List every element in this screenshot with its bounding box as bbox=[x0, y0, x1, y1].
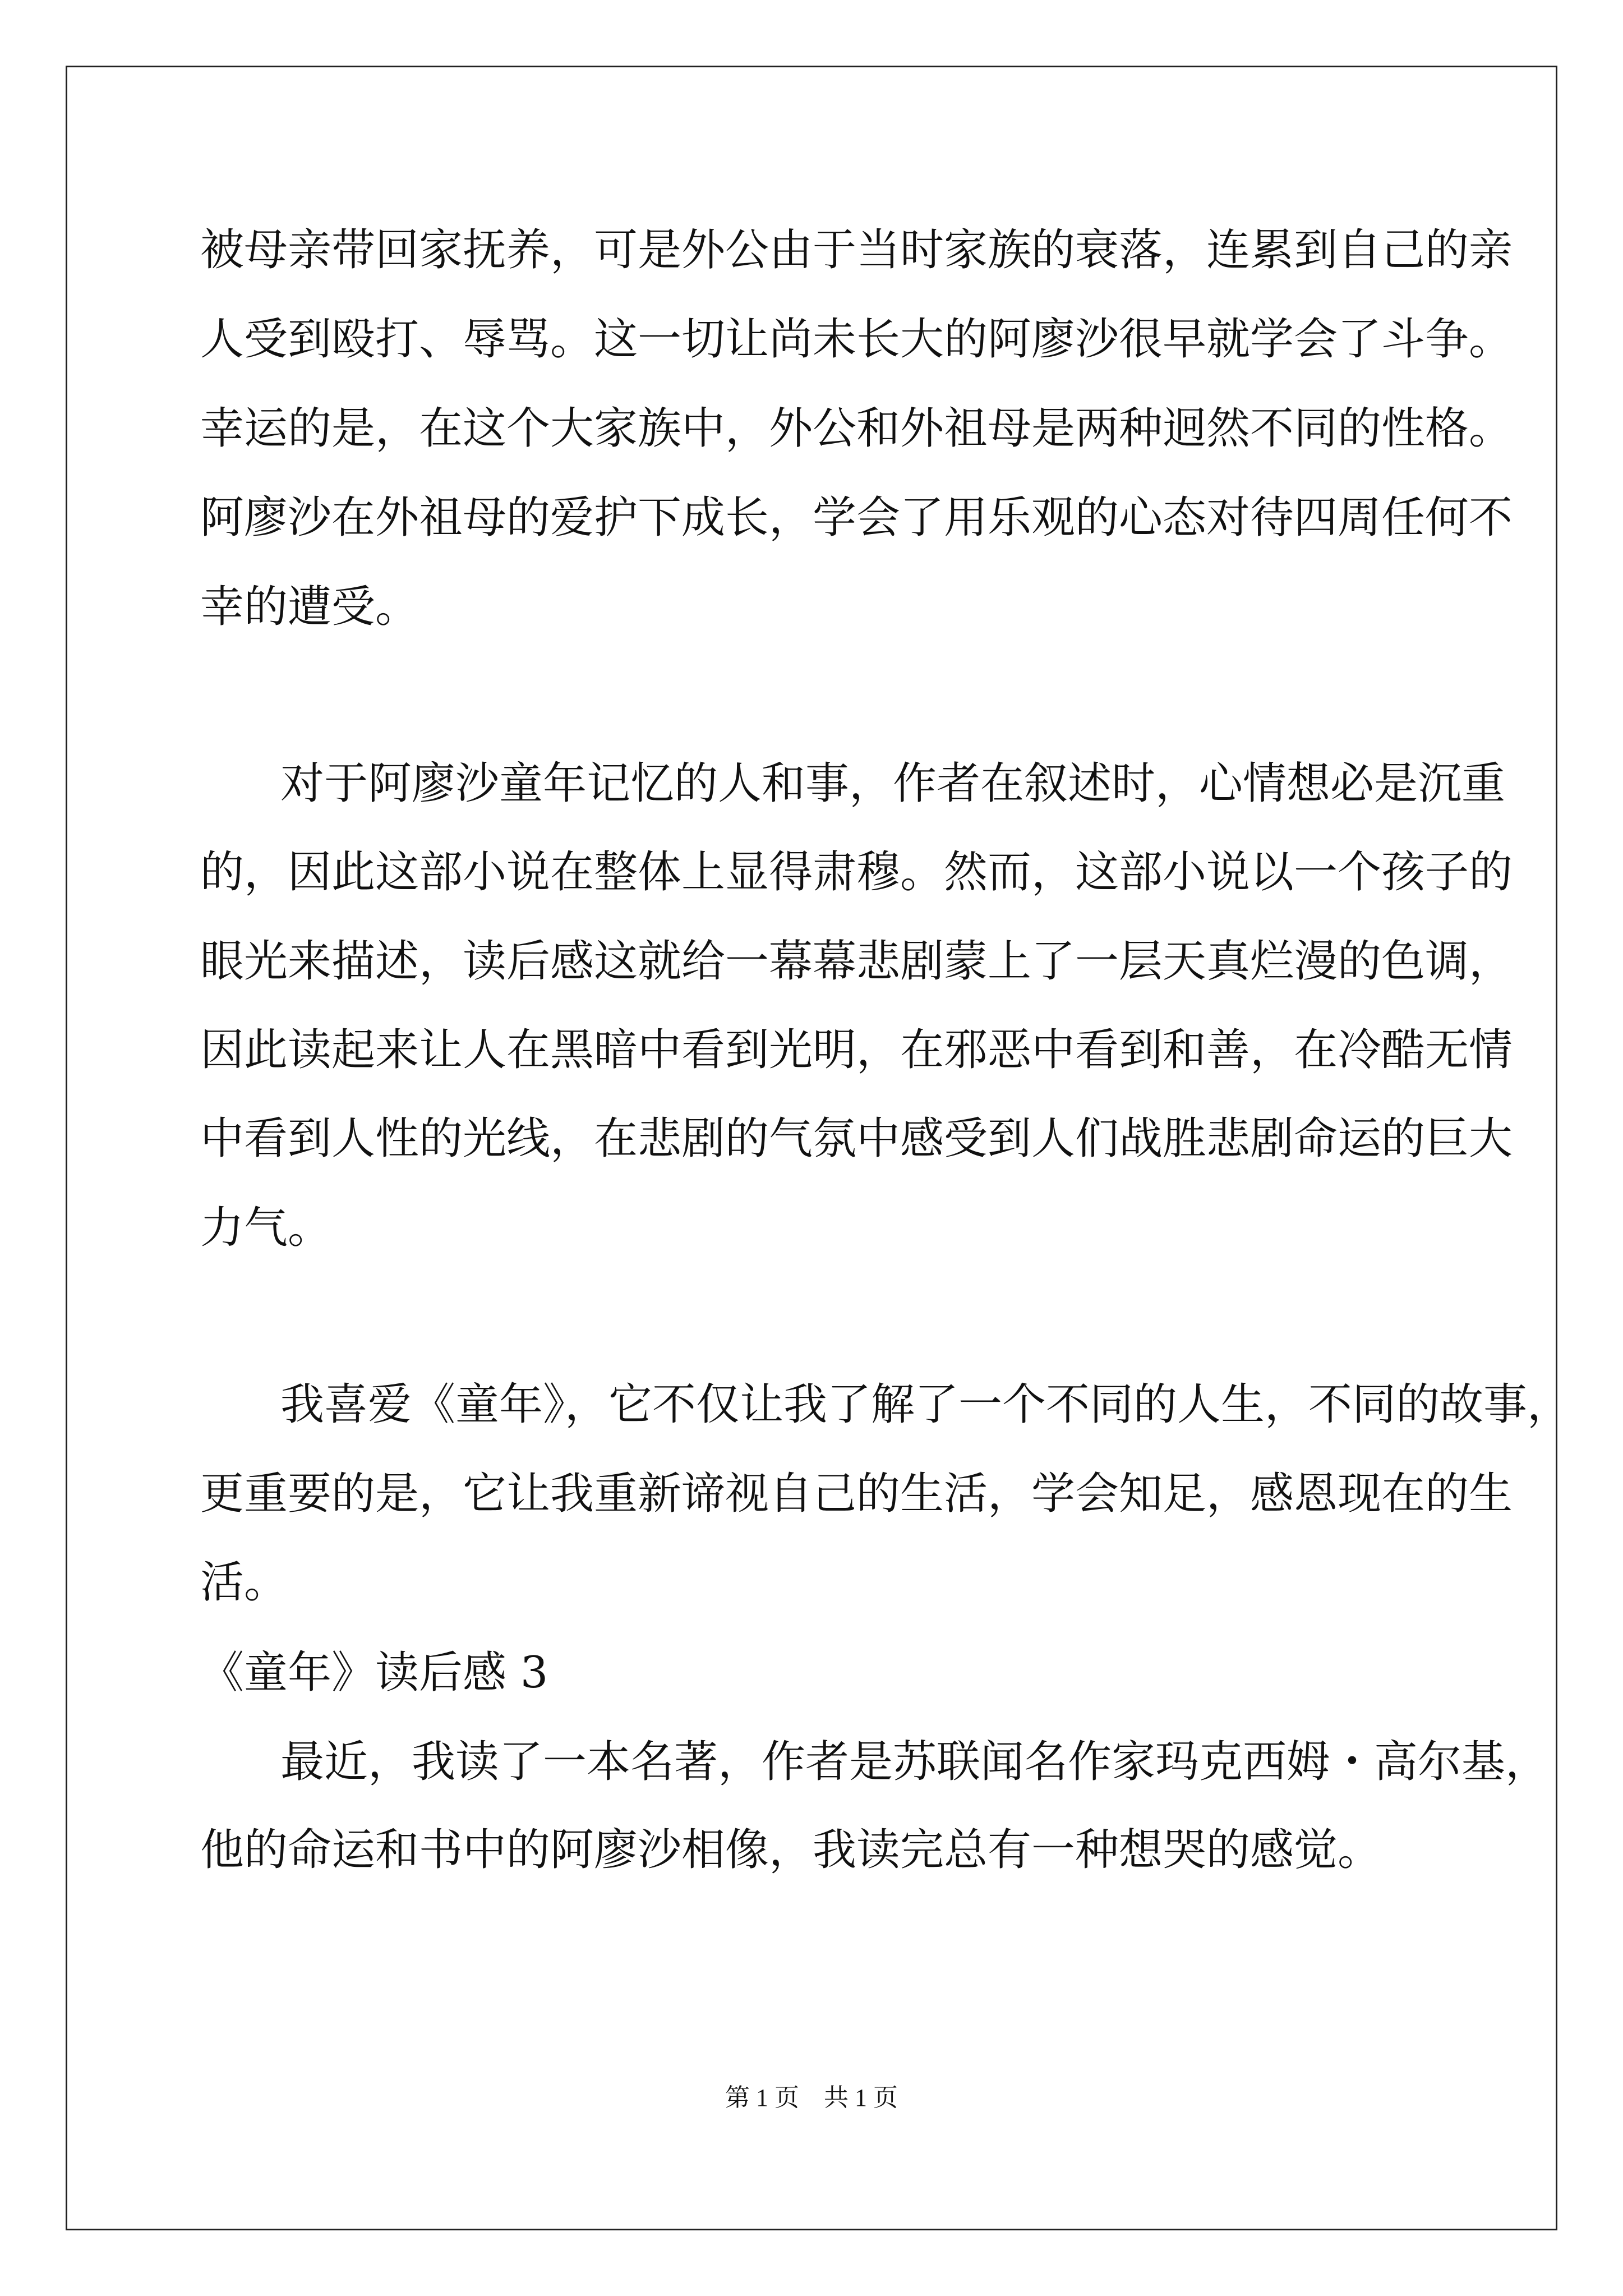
paragraph-line: 的，因此这部小说在整体上显得肃穆。然而，这部小说以一个孩子的 bbox=[200, 847, 1513, 898]
paragraph-line: 人受到殴打、辱骂。这一切让尚未长大的阿廖沙很早就学会了斗争。 bbox=[200, 314, 1513, 365]
paragraph-line: 中看到人性的光线，在悲剧的气氛中感受到人们战胜悲剧命运的巨大 bbox=[200, 1114, 1513, 1164]
paragraph-line: 力气。 bbox=[200, 1203, 332, 1253]
paragraph-line: 对于阿廖沙童年记忆的人和事，作者在叙述时，心情想必是沉重 bbox=[280, 758, 1506, 809]
paragraph-line: 他的命运和书中的阿廖沙相像，我读完总有一种想哭的感觉。 bbox=[200, 1825, 1382, 1875]
paragraph-line: 更重要的是，它让我重新谛视自己的生活，学会知足，感恩现在的生 bbox=[200, 1469, 1513, 1519]
page-footer: 第 1 页 共 1 页 bbox=[725, 2084, 898, 2111]
paragraph-line: 被母亲带回家抚养，可是外公由于当时家族的衰落，连累到自己的亲 bbox=[200, 225, 1513, 275]
paragraph-line: 幸的遭受。 bbox=[200, 582, 419, 632]
paragraph-line: 最近，我读了一本名著，作者是苏联闻名作家玛克西姆・高尔基， bbox=[280, 1737, 1550, 1787]
section-heading: 《童年》读后感 3 bbox=[200, 1648, 548, 1698]
paragraph-line: 我喜爱《童年》，它不仅让我了解了一个不同的人生，不同的故事， bbox=[280, 1379, 1571, 1430]
paragraph-line: 眼光来描述，读后感这就给一幕幕悲剧蒙上了一层天真烂漫的色调， bbox=[200, 936, 1513, 987]
paragraph-line: 活。 bbox=[200, 1557, 288, 1608]
paragraph-line: 幸运的是，在这个大家族中，外公和外祖母是两种迥然不同的性格。 bbox=[200, 403, 1513, 454]
paragraph-line: 阿廖沙在外祖母的爱护下成长，学会了用乐观的心态对待四周任何不 bbox=[200, 493, 1513, 543]
paragraph-line: 因此读起来让人在黑暗中看到光明，在邪恶中看到和善，在冷酷无情 bbox=[200, 1025, 1513, 1075]
